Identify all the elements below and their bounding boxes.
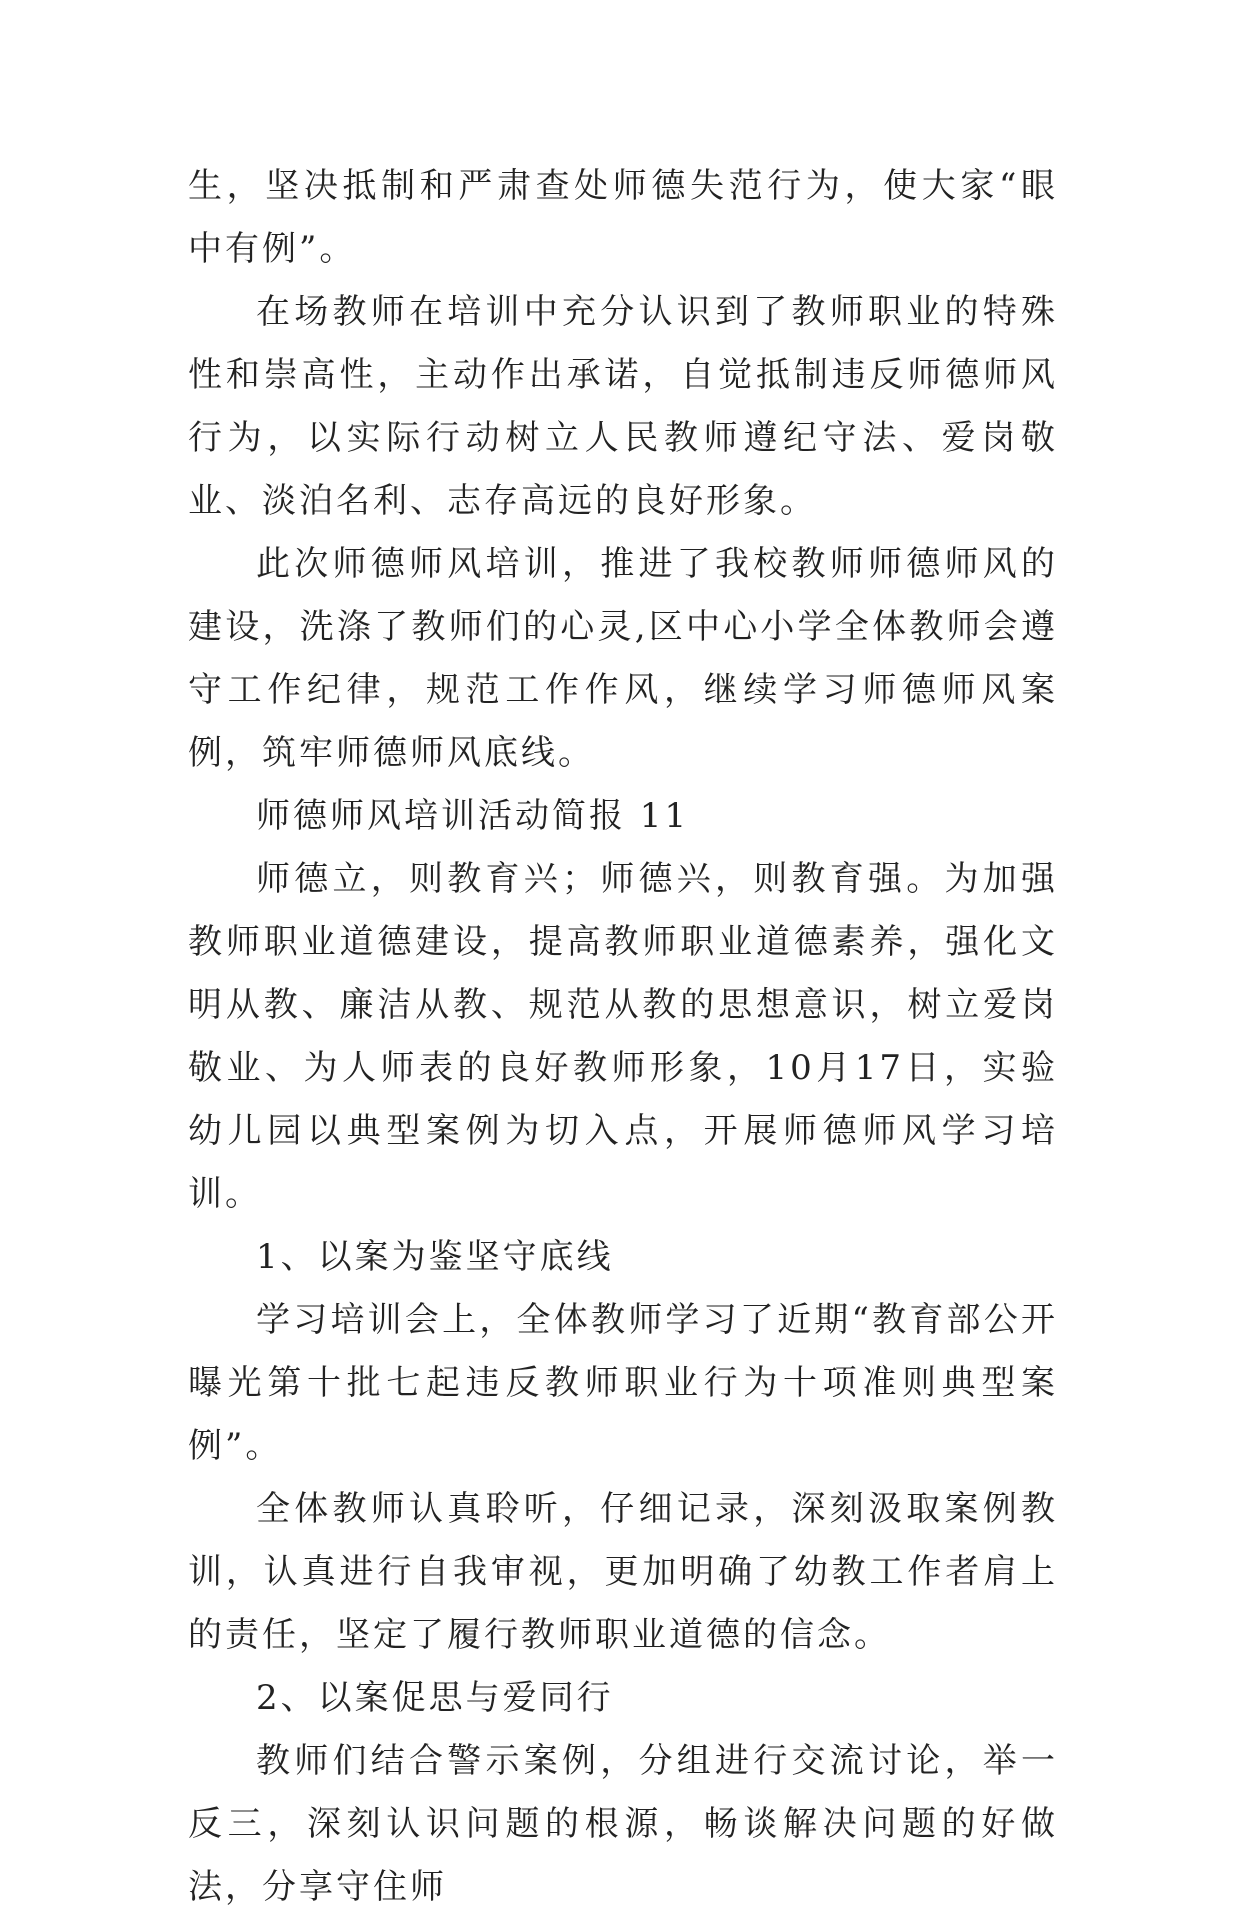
paragraph-training-summary: 此次师德师风培训，推进了我校教师师德师风的建设，洗涤了教师们的心灵,区中心小学全体教师会遵守工作纪律，规范工作作风，继续学习师德师风案例，筑牢师德师风底线。 [188,544,1058,773]
paragraph-listening: 全体教师认真聆听，仔细记录，深刻汲取案例教训，认真进行自我审视，更加明确了幼教工作者肩上的责任，坚定了履行教师职业道德的信念。 [188,1489,1058,1655]
paragraph-briefing-intro: 师德立，则教育兴；师德兴，则教育强。为加强教师职业道德建设，提高教师职业道德素养，强化文明从教、廉洁从教、规范从教的思想意识，树立爱岗敬业、为人师表的良好教师形象，10月17日，实验幼儿园以典型案例为切入点，开展师德师风学习培训。 [188,859,1058,1214]
subheading-1: 1、以案为鉴坚守底线 [256,1237,614,1277]
paragraph-continuation: 生，坚决抵制和严肃查处师德失范行为，使大家“眼中有例”。 [188,166,1058,269]
section-title-briefing-11: 师德师风培训活动简报 11 [256,796,690,836]
document-page [188,155,1058,1919]
paragraph-case-study: 学习培训会上，全体教师学习了近期“教育部公开曝光第十批七起违反教师职业行为十项准则典型案例”。 [188,1300,1058,1466]
paragraph-discussion: 教师们结合警示案例，分组进行交流讨论，举一反三，深刻认识问题的根源，畅谈解决问题的好做法，分享守住师 [188,1741,1058,1907]
paragraph-teacher-commitment: 在场教师在培训中充分认识到了教师职业的特殊性和崇高性，主动作出承诺，自觉抵制违反师德师风行为，以实际行动树立人民教师遵纪守法、爱岗敬业、淡泊名利、志存高远的良好形象。 [188,292,1058,521]
subheading-2: 2、以案促思与爱同行 [256,1678,614,1718]
